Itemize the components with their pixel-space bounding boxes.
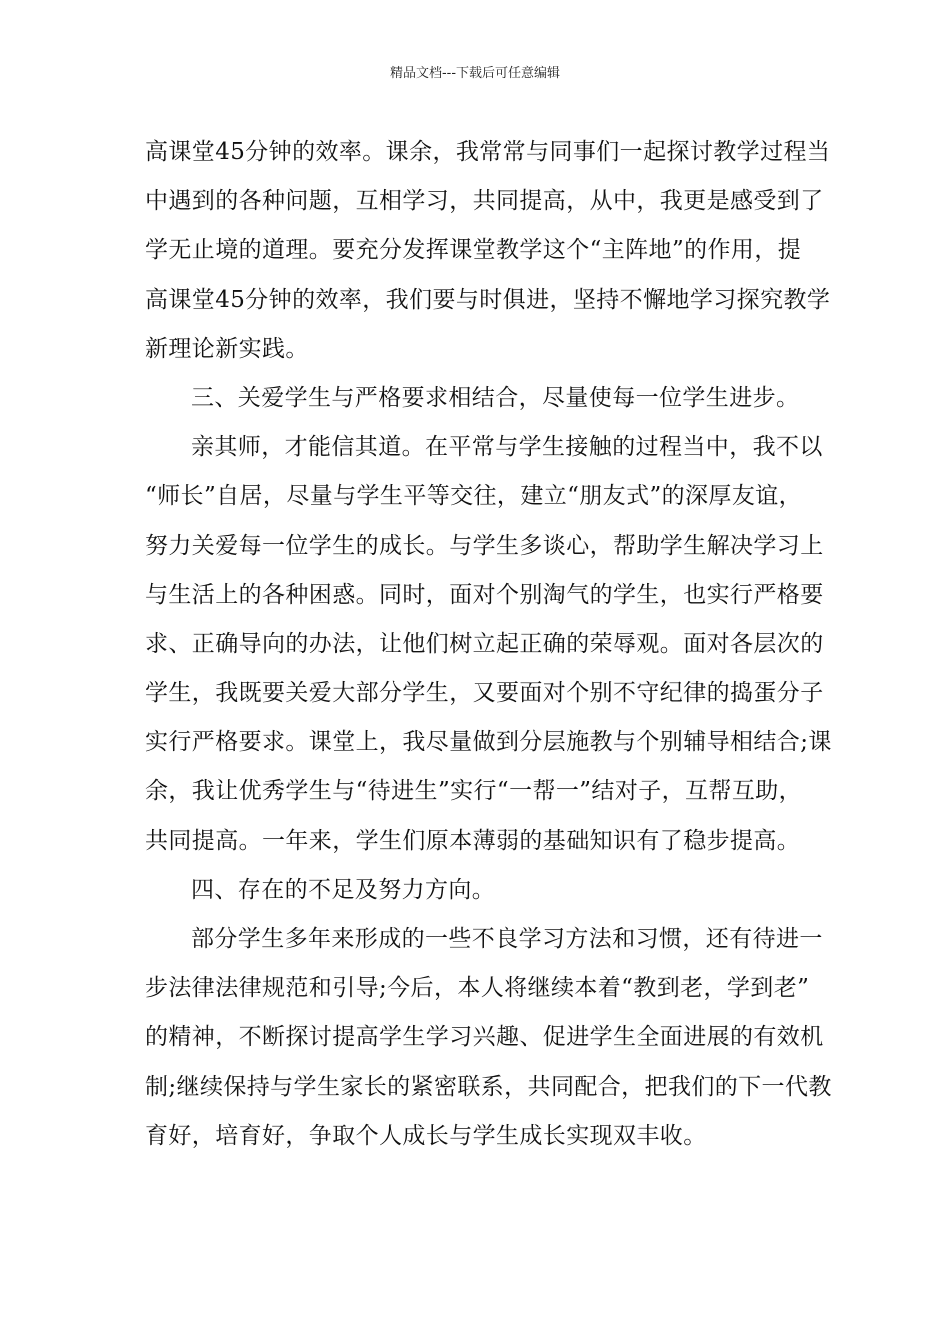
document-body [145, 132, 832, 1165]
text-line: “师长”自居，尽量与学生平等交往，建立“朋友式”的深厚友谊， [145, 483, 803, 510]
text-line: 中遇到的各种问题，互相学习，共同提高，从中，我更是感受到了 [145, 188, 824, 215]
text-line: 制;继续保持与学生家长的紧密联系，共同配合，把我们的下一代教 [145, 1073, 832, 1100]
text-line: 育好，培育好，争取个人成长与学生成长实现双丰收。 [145, 1122, 707, 1149]
text-line: 实行严格要求。课堂上，我尽量做到分层施教与个别辅导相结合;课 [145, 729, 832, 756]
text-line: 的精神，不断探讨提高学生学习兴趣、促进学生全面进展的有效机 [145, 1024, 824, 1051]
text-line: 努力关爱每一位学生的成长。与学生多谈心，帮助学生解决学习上 [145, 532, 824, 559]
section-heading: 四、存在的不足及努力方向。 [191, 876, 496, 903]
text-line: 部分学生多年来形成的一些不良学习方法和习惯，还有待进一 [191, 926, 823, 952]
text-line: 学无止境的道理。要充分发挥课堂教学这个“主阵地”的作用，提 [145, 237, 802, 264]
text-line: 步法律法律规范和引导;今后，本人将继续本着“教到老，学到老” [145, 975, 810, 1002]
text-line: 亲其师，才能信其道。在平常与学生接触的过程当中，我不以 [191, 434, 823, 461]
text-line: 余，我让优秀学生与“待进生”实行“一帮一”结对子，互帮互助， [145, 778, 803, 805]
text-line: 共同提高。一年来，学生们原本薄弱的基础知识有了稳步提高。 [145, 827, 801, 854]
text-line: 学生，我既要关爱大部分学生，又要面对个别不守纪律的捣蛋分子 [145, 680, 824, 707]
text-line: 与生活上的各种困惑。同时，面对个别淘气的学生，也实行严格要 [145, 581, 824, 608]
section-heading: 三、关爱学生与严格要求相结合，尽量使每一位学生进步。 [191, 384, 800, 411]
text-line: 高课堂45分钟的效率，我们要与时俱进，坚持不懈地学习探究教学 [145, 286, 831, 313]
text-line: 求、正确导向的办法，让他们树立起正确的荣辱观。面对各层次的 [145, 630, 824, 657]
text-line: 高课堂45分钟的效率。课余，我常常与同事们一起探讨教学过程当 [145, 139, 831, 165]
text-line: 新理论新实践。 [145, 335, 309, 362]
page-header: 精品文档---下载后可任意编辑 [389, 66, 561, 81]
